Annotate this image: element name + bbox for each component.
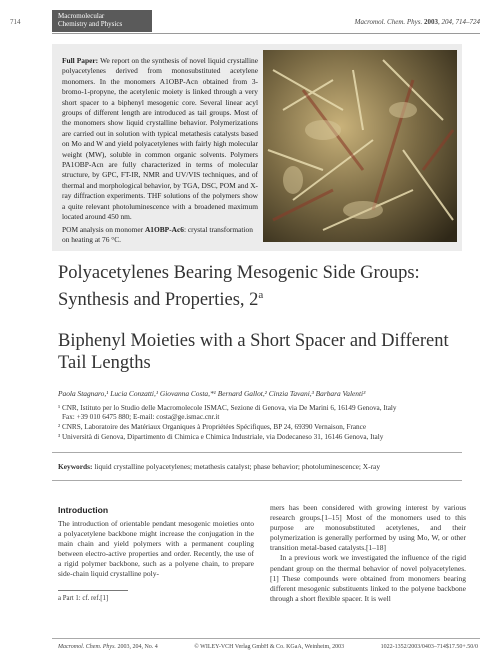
keywords [58,462,380,471]
intro-right-paragraph-2: In a previous work we investigated the influence of the rigid pendant group on the thermal behavior of novel polyacetylenes.[1] These compounds were obtained from monomers bearing different mesogenic substituents linked to the polyene backbone through a short flexible spacer. It is well [270,553,466,603]
page-footer [58,644,478,650]
abstract-body: We report on the synthesis of novel liquid crystalline polyacetylenes derived from monosubstituted acetylene monomers. In the monomers A1OBP-Acn obtained from 3-bromo-1-propyne, the acetylenic moiety is linked through a very short spacer to a biphenyl mesogenic core. Several linear acyl groups of different length are introduced as tail groups. Most of the monomers show liquid crystalline behavior. Polymerizations are carried out in solution with typical metathesis catalysts based on Mo and W and yield polyacetylenes with fairly high molecular weight (MW), soluble in common organic solvents. Polymers PA1OBP-Acn are fully characterized in terms of molecular structure, by GPC, FT-IR, NMR and UV/VIS techniques, and of thermal and morphological behavior, by TGA, DSC, POM and X-ray diffraction experiments. THF solutions of the polymers show a quite relevant photoluminescence with a broadened maximum located around 450 nm. [62,56,258,222]
caption-suffix: : crystal transformation on heating at 76 °C. [62,225,253,245]
journal-name-line1: Macromolecular [58,12,105,20]
paper-title [58,262,458,311]
footer-journal: Macromol. Chem. Phys. [58,644,116,650]
abstract-text [62,56,258,223]
journal-logo-box [52,10,152,32]
footnote-rule [58,590,128,591]
intro-right-paragraph-1: mers has been considered with growing interest by various research groups.[1–15] Most of the monomers used to this purpose are monosubstituted acetylenes, and their polymerization is generally performed by using Mo, W, or other transition metal-based catalysts.[1–18] [270,503,466,553]
abstract-figure-caption [62,225,258,245]
affiliation-1: ¹ CNR, Istituto per lo Studio delle Macromolecole ISMAC, Sezione di Genova, via De Marini 6, 16149 Genova, Italy [58,404,397,412]
paper-title-text: Polyacetylenes Bearing Mesogenic Side Groups: Synthesis and Properties, 2 [58,263,420,311]
affiliation-2: ² CNRS, Laboratoire des Matériaux Organiques à Propriétées Spécifiques, BP 24, 69390 Vernaison, France [58,423,367,431]
micrograph-drawing [263,50,457,242]
affiliation-1-contact: Fax: +39 010 6475 880; E-mail: costa@ge.ismac.cnr.it [62,413,220,421]
title-footnote-marker: a [258,289,264,301]
citation-year: 2003 [424,18,438,26]
abstract-label: Full Paper: [62,56,99,65]
author-list: Paola Stagnaro,¹ Lucia Conzatti,¹ Giovanna Costa,*¹ Bernard Gallot,² Cinzia Tavani,³ Barbara Valenti³ [58,389,366,398]
keywords-label: Keywords: [58,462,93,471]
citation-rest: , 204, 714–724 [438,18,480,26]
footer-rule [52,638,480,639]
keywords-text: liquid crystalline polyacetylenes; metathesis catalyst; phase behavior; photoluminescence; X-ray [92,462,381,471]
footnote: a Part 1: cf. ref.[1] [58,595,109,602]
pom-micrograph-image [263,50,457,242]
header-rule [52,33,480,34]
section-heading-introduction: Introduction [58,505,109,515]
footer-copyright: © WILEY-VCH Verlag GmbH & Co. KGaA, Weinheim, 2003 [194,644,345,650]
intro-left-column: The introduction of orientable pendant mesogenic moieties onto a polyacetylene backbone might increase the conjugation in the main chain and yield polymers with a permanent coupling between electro-active properties and order. Recently, the use of a rigid polymer backbone, such as a polyene chain, to prepare side-chain liquid crystalline poly- [58,519,254,579]
journal-name-line2: Chemistry and Physics [58,20,123,28]
citation-journal: Macromol. Chem. Phys. [354,18,423,26]
running-citation [355,18,480,26]
keywords-rule-bottom [52,480,462,481]
footer-issue: 2003, 204, No. 4 [115,644,158,650]
caption-compound: A1OBP-Ac6 [144,225,184,234]
intro-right-column [270,503,466,604]
affiliation-3: ³ Università di Genova, Dipartimento di Chimica e Chimica Industriale, via Dodecaneso 31, 16146 Genova, Italy [58,433,384,441]
keywords-rule-top [52,452,462,453]
caption-prefix: POM analysis on monomer [62,225,145,234]
paper-subtitle: Biphenyl Moieties with a Short Spacer and Different Tail Lengths [58,331,449,373]
footer-issn: 1022-1352/2003/0403–714$17.50+.50/0 [380,644,478,650]
footer-citation [58,644,158,650]
page-number: 714 [10,18,21,26]
